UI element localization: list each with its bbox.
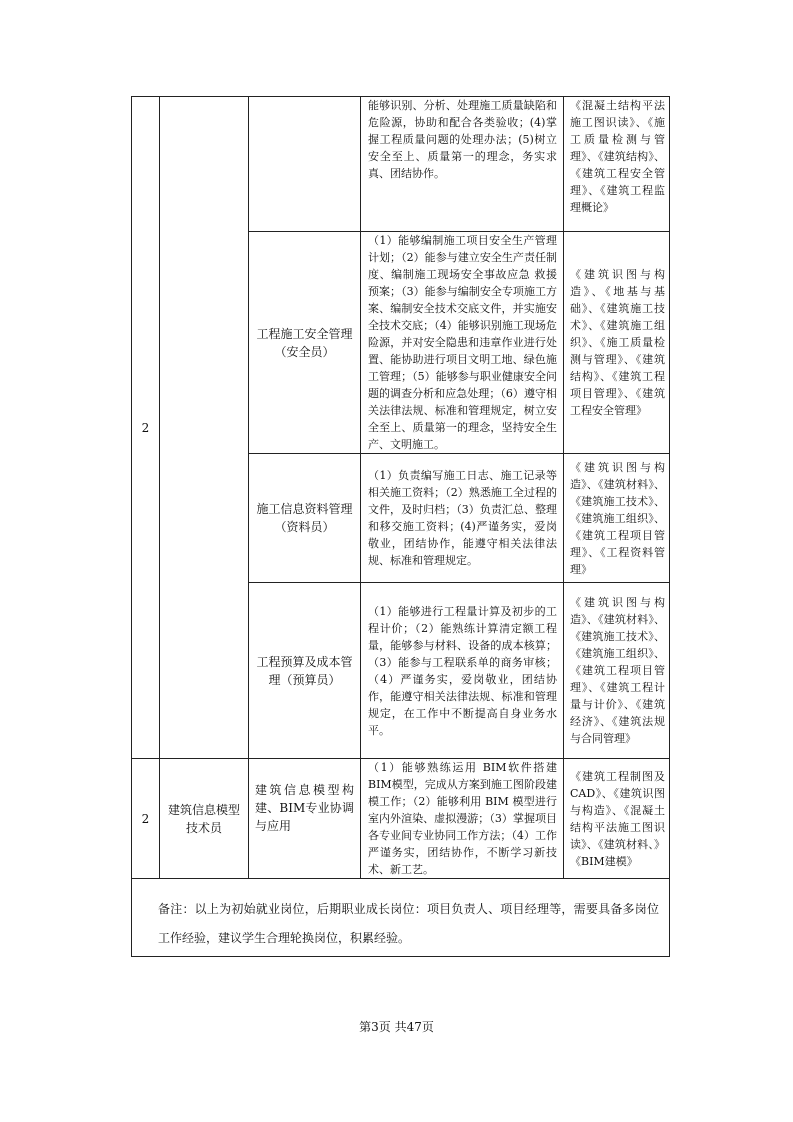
category-cell <box>160 759 249 879</box>
position-cell <box>249 759 361 879</box>
courses-text: 《建筑识图与构造》、《建筑材料》、《建筑施工技术》、《建筑施工组织》、《建筑工程项目管理》、《工程资料管理》 <box>570 460 665 576</box>
courses-cell <box>564 454 670 583</box>
courses-text: 《建筑工程制图及CAD》、《建筑识图与构造》、《混凝土结构平法施工图识读》、《建筑材料、》《BIM建模》 <box>570 769 665 868</box>
category-text: 建筑信息模型 技术员 <box>167 802 240 835</box>
table-row <box>132 97 670 232</box>
position-cell <box>249 97 361 232</box>
row-number-cell <box>132 759 160 879</box>
courses-text: 《混凝土结构平法施工图识读》、《施工质量检测与管理》、《建筑结构》、《建筑工程安全管理》、《建筑工程监理概论》 <box>570 99 665 214</box>
position-cell <box>249 583 361 759</box>
position-text: 施工信息资料管理 （资料员） <box>256 502 353 534</box>
position-text: 工程预算及成本管理（预算员） <box>256 654 353 687</box>
duty-text: 能够识别、分析、处理施工质量缺陷和危险源，协助和配合各类验收；(4)掌握工程质量问题的处理办法；(5)树立安全至上、质量第一的理念，务实求真、团结协作。 <box>368 99 557 180</box>
courses-cell <box>564 97 670 232</box>
remark-row <box>132 879 670 957</box>
position-text: 建筑信息模型构建、BIM专业协调与应用 <box>255 783 354 833</box>
duty-cell <box>361 454 564 583</box>
remark-text: 备注：以上为初始就业岗位，后期职业成长岗位：项目负责人、项目经理等，需要具备多岗位工作经验，建议学生合理轮换岗位，积累经验。 <box>158 901 659 945</box>
courses-cell <box>564 583 670 759</box>
duty-text: （1）能够进行工程量计算及初步的工程计价；（2）能熟练计算清定额工程量，能够参与材料、设备的成本核算；（3）能参与工程联系单的商务审核；（4）严谨务实，爱岗敬业，团结协作，能遵守相关法律法规、标准和管理规定，在工作中不断提高自身业务水平。 <box>368 604 557 737</box>
remark-cell <box>132 879 670 957</box>
duty-cell <box>361 759 564 879</box>
duty-text: （1）能够编制施工项目安全生产管理计划；（2）能参与建立安全生产责任制度、编制施工现场安全事故应急 救援预案；（3）能参与编制安全专项施工方案、编制安全技术交底文件，并实施安全技术交底；（4）能够识别施工现场危险源，并对安全隐患和违章作业进行处 置、能协助进行项目文明工地、绿色施工管理；（5）能够参与职业健康安全问题的调查分析和应急处理；（6）遵守相关法律法规、标准和管理规定，树立安全至上、质量第一的理念，坚持安全生产、文明施工。 <box>368 234 557 451</box>
duty-text: （1）负责编写施工日志、施工记录等相关施工资料；（2）熟悉施工全过程的文件，及时归档；（3）负责汇总、整理和移交施工资料；(4)严谨务实，爱岗敬业，团结协作，能遵守相关法律法规、标准和管理规定。 <box>368 469 557 567</box>
category-cell <box>160 97 249 759</box>
courses-cell <box>564 759 670 879</box>
row-number-cell <box>132 97 160 759</box>
job-table <box>131 96 670 957</box>
duty-text: （1）能够熟练运用 BIM软件搭建 BIM模型，完成从方案到施工图阶段建模工作；（2）能够利用 BIM 模型进行室内外渲染、虚拟漫游；（3）掌握项目各专业间专业协同工作方法；（4）工作严谨务实，团结协作，不断学习新技术、新工艺。 <box>368 761 557 876</box>
duty-cell <box>361 583 564 759</box>
courses-cell <box>564 232 670 454</box>
position-cell <box>249 232 361 454</box>
courses-text: 《建筑识图与构造》、《地基与基础》、《建筑施工技术》、《建筑施工组织》、《施工质量检测与管理》、《建筑结构》、《建筑工程项目管理》、《建筑工程安全管理》 <box>570 268 665 417</box>
position-cell <box>249 454 361 583</box>
row-number: 2 <box>141 420 150 435</box>
duty-cell <box>361 97 564 232</box>
page-footer: 第3页 共47页 <box>359 1020 434 1034</box>
duty-cell <box>361 232 564 454</box>
table-row <box>132 759 670 879</box>
row-number: 2 <box>141 811 150 826</box>
courses-text: 《建筑识图与构造》、《建筑材料》、《建筑施工技术》、《建筑施工组织》、《建筑工程项目管理》、《建筑工程计量与计价》、《建筑经济》、《建筑法规与合同管理》 <box>570 596 665 745</box>
position-text: 工程施工安全管理 （安全员） <box>256 326 353 359</box>
